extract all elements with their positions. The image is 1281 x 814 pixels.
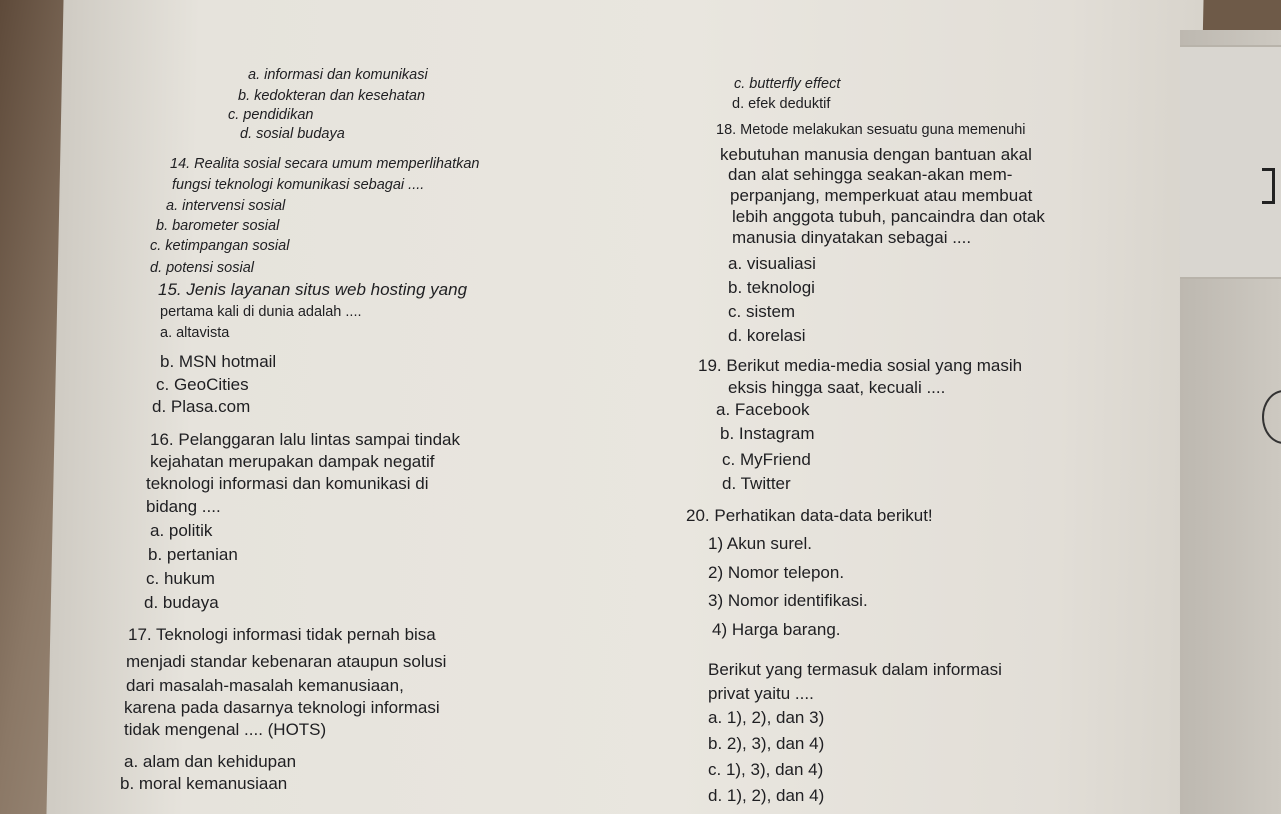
question-text-line: b. Instagram: [720, 424, 815, 443]
question-text-line: 19. Berikut media-media sosial yang masih: [698, 356, 1023, 375]
question-text-line: d. Plasa.com: [152, 397, 251, 416]
question-text-line: dari masalah-masalah kemanusiaan,: [126, 676, 404, 695]
question-text-line: 15. Jenis layanan situs web hosting yang: [158, 280, 468, 299]
question-text-line: a. politik: [150, 521, 213, 540]
question-text-line: manusia dinyatakan sebagai ....: [732, 228, 972, 247]
question-text-line: d. efek deduktif: [732, 96, 831, 112]
question-text-line: eksis hingga saat, kecuali ....: [728, 378, 946, 397]
adjacent-page-panel: [1180, 45, 1281, 279]
question-text-line: d. sosial budaya: [240, 126, 345, 142]
question-text-line: 3) Nomor identifikasi.: [708, 591, 868, 610]
question-text-line: d. potensi sosial: [150, 260, 254, 276]
question-text-line: c. butterfly effect: [734, 76, 841, 92]
question-text-line: c. ketimpangan sosial: [150, 238, 290, 254]
adjacent-page-mark: [1262, 168, 1275, 204]
question-text-line: c. hukum: [146, 569, 215, 588]
question-text-line: 20. Perhatikan data-data berikut!: [686, 506, 933, 525]
question-text-line: fungsi teknologi komunikasi sebagai ....: [172, 177, 425, 193]
question-text-line: 2) Nomor telepon.: [708, 563, 845, 582]
question-text-line: teknologi informasi dan komunikasi di: [146, 474, 429, 493]
question-text-line: a. visualiasi: [728, 254, 816, 273]
question-text-line: Berikut yang termasuk dalam informasi: [708, 660, 1002, 679]
question-text-line: c. MyFriend: [722, 450, 811, 469]
question-text-line: karena pada dasarnya teknologi informasi: [124, 698, 440, 717]
question-text-line: menjadi standar kebenaran ataupun solusi: [126, 652, 447, 671]
question-text-line: b. moral kemanusiaan: [120, 774, 288, 793]
question-text-line: d. 1), 2), dan 4): [708, 786, 825, 805]
question-text-line: b. pertanian: [148, 545, 238, 564]
question-text-line: pertama kali di dunia adalah ....: [160, 304, 362, 320]
question-text-line: d. budaya: [144, 593, 219, 612]
question-text-line: privat yaitu ....: [708, 684, 814, 703]
question-text-line: a. alam dan kehidupan: [124, 752, 297, 771]
question-text-line: a. altavista: [160, 325, 230, 341]
question-text-line: b. teknologi: [728, 278, 815, 297]
question-text-line: 14. Realita sosial secara umum memperlihatkan: [170, 156, 480, 172]
question-text-line: b. barometer sosial: [156, 218, 280, 234]
question-text-line: d. Twitter: [722, 474, 791, 493]
question-text-line: 4) Harga barang.: [712, 620, 841, 639]
question-text-line: lebih anggota tubuh, pancaindra dan otak: [732, 207, 1045, 226]
question-text-line: 17. Teknologi informasi tidak pernah bisa: [128, 625, 436, 644]
question-text-line: c. 1), 3), dan 4): [708, 760, 824, 779]
question-text-line: a. Facebook: [716, 400, 810, 419]
question-text-line: c. pendidikan: [228, 107, 314, 123]
question-text-line: a. 1), 2), dan 3): [708, 708, 825, 727]
question-text-line: c. GeoCities: [156, 375, 249, 394]
question-text-line: a. informasi dan komunikasi: [248, 67, 428, 83]
question-text-line: 16. Pelanggaran lalu lintas sampai tindak: [150, 430, 460, 449]
question-text-line: 18. Metode melakukan sesuatu guna memenuhi: [716, 122, 1026, 138]
question-text-line: dan alat sehingga seakan-akan mem-: [728, 165, 1013, 184]
question-text-line: a. intervensi sosial: [166, 198, 286, 214]
question-text-line: bidang ....: [146, 497, 221, 516]
question-text-line: c. sistem: [728, 302, 796, 321]
question-text-line: b. 2), 3), dan 4): [708, 734, 825, 753]
question-text-line: perpanjang, memperkuat atau membuat: [730, 186, 1033, 205]
question-text-line: b. kedokteran dan kesehatan: [238, 88, 426, 104]
question-text-line: tidak mengenal .... (HOTS): [124, 720, 327, 739]
question-text-line: kebutuhan manusia dengan bantuan akal: [720, 145, 1032, 164]
question-text-line: b. MSN hotmail: [160, 352, 277, 371]
question-text-line: 1) Akun surel.: [708, 534, 812, 553]
question-text-line: d. korelasi: [728, 326, 806, 345]
question-text-line: kejahatan merupakan dampak negatif: [150, 452, 435, 471]
